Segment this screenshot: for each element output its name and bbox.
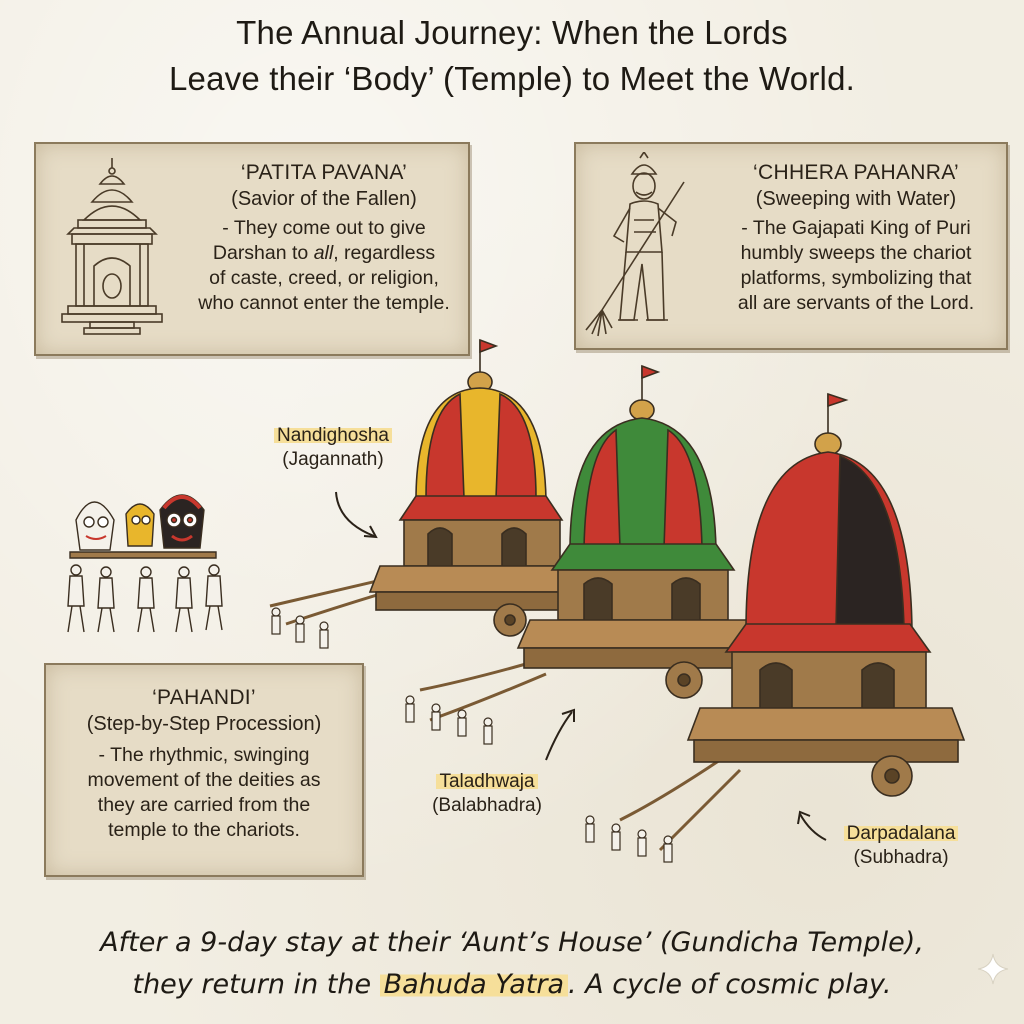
patita-body — [186, 216, 462, 316]
pahandi-body-line: - The rhythmic, swinging — [98, 744, 310, 766]
pahandi-subtitle: (Step-by-Step Procession) — [86, 713, 322, 735]
chhera-heading: ‘CHHERA PAHANRA’ — [753, 161, 959, 184]
patita-heading: ‘PATITA PAVANA’ — [240, 161, 408, 184]
king-sweeping-icon — [584, 152, 714, 342]
chhera-text — [710, 160, 1002, 316]
chhera-body-line: humbly sweeps the chariot — [740, 242, 972, 264]
darpadalana-deity: (Subhadra) — [853, 847, 949, 868]
chhera-body-line: platforms, symbolizing that — [740, 267, 972, 289]
page-title — [0, 10, 1024, 102]
patita-body-line: who cannot enter the temple. — [198, 292, 450, 314]
darpadalana-name: Darpadalana — [844, 823, 959, 844]
footer-fragment: . A cycle of cosmic play. — [568, 969, 892, 1000]
patita-body-line: of caste, creed, or religion, — [209, 267, 439, 289]
card-patita-pavana — [34, 142, 470, 356]
nandighosha-name: Nandighosha — [274, 425, 392, 446]
footer-line-2 — [0, 964, 1024, 1006]
chhera-body — [710, 216, 1002, 316]
chariot-nandighosha — [370, 340, 590, 636]
sparkle-icon — [976, 952, 1010, 986]
label-nandighosha — [258, 424, 408, 472]
arrow-icon — [540, 700, 586, 766]
pahandi-body-line: they are carried from the — [97, 794, 311, 816]
footer-line-1: After a 9-day stay at their ‘Aunt’s House’ (Gundicha Temple), — [100, 927, 924, 958]
patita-body-fragment: , regardless — [333, 242, 436, 264]
pahandi-heading: ‘PAHANDI’ — [152, 686, 256, 709]
patita-body-emphasis: all — [313, 242, 334, 264]
patita-subtitle: (Savior of the Fallen) — [231, 188, 417, 210]
chariot-darpadalana — [688, 394, 964, 796]
taladhwaja-deity: (Balabhadra) — [432, 795, 542, 816]
chhera-body-line: all are servants of the Lord. — [737, 292, 975, 314]
chariot-illustration — [240, 330, 970, 890]
patita-body-line: - They come out to give — [222, 217, 426, 239]
footer-fragment: they return in the — [132, 969, 380, 1000]
footer-caption — [0, 922, 1024, 1006]
deities-procession-icon — [56, 480, 242, 640]
nandighosha-deity: (Jagannath) — [282, 449, 384, 470]
label-taladhwaja — [412, 770, 562, 818]
temple-icon — [54, 154, 170, 344]
chhera-subtitle: (Sweeping with Water) — [755, 188, 957, 210]
chhera-body-line: - The Gajapati King of Puri — [741, 217, 971, 239]
pahandi-body-line: movement of the deities as — [87, 769, 321, 791]
patita-body-fragment: Darshan to — [212, 242, 314, 264]
footer-highlight-bahuda-yatra: Bahuda Yatra — [380, 969, 568, 1000]
patita-body-line — [186, 241, 462, 266]
taladhwaja-name: Taladhwaja — [436, 771, 537, 792]
arrow-icon — [330, 488, 382, 544]
pahandi-body-line: temple to the chariots. — [108, 819, 300, 841]
label-darpadalana — [826, 822, 976, 870]
card-chhera-pahanra — [574, 142, 1008, 350]
patita-text — [186, 160, 462, 316]
title-line-1: The Annual Journey: When the Lords — [236, 14, 788, 51]
title-line-2: Leave their ‘Body’ (Temple) to Meet the World. — [168, 60, 855, 97]
